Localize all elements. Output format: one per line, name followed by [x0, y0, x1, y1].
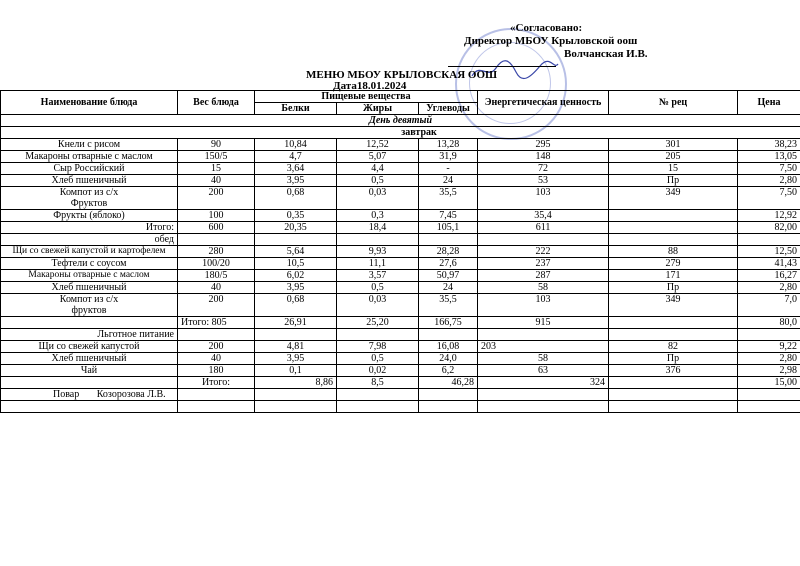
benefit-label-row	[1, 329, 800, 341]
dish-name: Чай	[1, 365, 178, 377]
energy: 72	[478, 163, 609, 175]
energy: 295	[478, 139, 609, 151]
total-price: 82,00	[738, 222, 800, 234]
carbs: 27,6	[419, 258, 478, 270]
price: 2,98	[738, 365, 800, 377]
lunch-label: обед	[1, 234, 178, 246]
fats: 9,93	[337, 246, 419, 258]
price: 7,50	[738, 163, 800, 175]
fats: 0,03	[337, 187, 419, 210]
total-label: Итого: 805	[178, 317, 255, 329]
header-energy: Энергетическая ценность	[478, 91, 609, 115]
energy: 103	[478, 187, 609, 210]
proteins: 10,5	[255, 258, 337, 270]
table-row	[1, 139, 800, 151]
header-proteins: Белки	[255, 103, 337, 115]
cook-cell	[1, 389, 178, 401]
breakfast-total-row	[1, 222, 800, 234]
proteins: 0,1	[255, 365, 337, 377]
recipe-no: 15	[609, 163, 738, 175]
price: 41,43	[738, 258, 800, 270]
carbs: 50,97	[419, 270, 478, 282]
day-row	[1, 115, 800, 127]
recipe-no: 82	[609, 341, 738, 353]
total-price: 15,00	[738, 377, 800, 389]
weight: 200	[178, 294, 255, 317]
carbs: 6,2	[419, 365, 478, 377]
total-energy: 611	[478, 222, 609, 234]
total-weight: 600	[178, 222, 255, 234]
cook-name: Козорозова Л.В.	[96, 389, 166, 400]
dish-name: Тефтели с соусом	[1, 258, 178, 270]
recipe-no: 88	[609, 246, 738, 258]
energy: 53	[478, 175, 609, 187]
total-fats: 18,4	[337, 222, 419, 234]
dish-name	[1, 187, 178, 210]
benefit-total-row	[1, 377, 800, 389]
total-proteins: 26,91	[255, 317, 337, 329]
energy: 63	[478, 365, 609, 377]
cook-row	[1, 389, 800, 401]
table-row	[1, 341, 800, 353]
dish-name: Кнели с рисом	[1, 139, 178, 151]
recipe-no: 205	[609, 151, 738, 163]
fats: 0,5	[337, 175, 419, 187]
price: 12,50	[738, 246, 800, 258]
table-row	[1, 282, 800, 294]
proteins: 3,95	[255, 353, 337, 365]
total-fats: 8,5	[337, 377, 419, 389]
header-price: Цена	[738, 91, 800, 115]
weight: 150/5	[178, 151, 255, 163]
fats: 0,3	[337, 210, 419, 222]
approval-line1: «Согласовано:	[510, 22, 583, 34]
carbs: 35,5	[419, 187, 478, 210]
dish-name: Хлеб пшеничный	[1, 175, 178, 187]
energy: 58	[478, 353, 609, 365]
table-row	[1, 210, 800, 222]
proteins: 3,95	[255, 175, 337, 187]
recipe-no: 171	[609, 270, 738, 282]
day-label: День девятый	[1, 115, 800, 127]
weight: 200	[178, 341, 255, 353]
dish-name	[1, 294, 178, 317]
price: 13,05	[738, 151, 800, 163]
fats: 0,5	[337, 282, 419, 294]
fats: 12,52	[337, 139, 419, 151]
proteins: 5,64	[255, 246, 337, 258]
table-row	[1, 175, 800, 187]
recipe-no	[609, 210, 738, 222]
dish-name: Хлеб пшеничный	[1, 282, 178, 294]
approval-block	[438, 22, 708, 61]
dish-name: Сыр Российский	[1, 163, 178, 175]
energy: 237	[478, 258, 609, 270]
total-recipe	[609, 222, 738, 234]
energy: 103	[478, 294, 609, 317]
empty-row	[1, 401, 800, 413]
dish-name-line2: Фруктов	[70, 198, 108, 209]
document-date: Дата18.01.2024	[333, 80, 407, 92]
price: 7,0	[738, 294, 800, 317]
carbs: 7,45	[419, 210, 478, 222]
carbs: 24	[419, 175, 478, 187]
fats: 3,57	[337, 270, 419, 282]
header-dish: Наименование блюда	[1, 91, 178, 115]
weight: 90	[178, 139, 255, 151]
lunch-total-row	[1, 317, 800, 329]
proteins: 0,35	[255, 210, 337, 222]
recipe-no: 376	[609, 365, 738, 377]
table-row	[1, 151, 800, 163]
dish-name: Хлеб пшеничный	[1, 353, 178, 365]
fats: 11,1	[337, 258, 419, 270]
table-row	[1, 163, 800, 175]
price: 2,80	[738, 282, 800, 294]
recipe-no: Пр	[609, 353, 738, 365]
total-energy: 915	[478, 317, 609, 329]
carbs: 35,5	[419, 294, 478, 317]
dish-name-line1: Компот из с/х	[59, 294, 119, 305]
total-label: Итого:	[1, 222, 178, 234]
fats: 0,02	[337, 365, 419, 377]
dish-name-line2: фруктов	[71, 305, 107, 316]
price: 7,50	[738, 187, 800, 210]
table-row	[1, 270, 800, 282]
energy: 58	[478, 282, 609, 294]
weight: 40	[178, 282, 255, 294]
weight: 100	[178, 210, 255, 222]
cook-role: Повар	[53, 389, 80, 400]
carbs: 31,9	[419, 151, 478, 163]
breakfast-label: завтрак	[1, 127, 800, 139]
document-title: МЕНЮ МБОУ КРЫЛОВСКАЯ ООШ	[306, 69, 498, 81]
approval-line2: Директор МБОУ Крыловской оош	[464, 35, 638, 47]
signature-line	[448, 66, 556, 67]
energy: 148	[478, 151, 609, 163]
energy: 287	[478, 270, 609, 282]
fats: 7,98	[337, 341, 419, 353]
total-energy: 324	[478, 377, 609, 389]
header-carbs: Углеводы	[419, 103, 478, 115]
carbs: -	[419, 163, 478, 175]
dish-name-line1: Компот из с/х	[59, 187, 119, 198]
price: 2,80	[738, 353, 800, 365]
energy: 222	[478, 246, 609, 258]
proteins: 10,84	[255, 139, 337, 151]
price: 9,22	[738, 341, 800, 353]
proteins: 3,64	[255, 163, 337, 175]
proteins: 4,81	[255, 341, 337, 353]
carbs: 24	[419, 282, 478, 294]
carbs: 24,0	[419, 353, 478, 365]
dish-name: Макароны отварные с маслом	[1, 270, 178, 282]
recipe-no: 279	[609, 258, 738, 270]
header-recipe: № рец	[609, 91, 738, 115]
dish-name: Макароны отварные с маслом	[1, 151, 178, 163]
recipe-no: 301	[609, 139, 738, 151]
proteins: 0,68	[255, 294, 337, 317]
weight: 40	[178, 175, 255, 187]
table-row	[1, 365, 800, 377]
total-carbs: 166,75	[419, 317, 478, 329]
approval-line3: Волчанская И.В.	[564, 48, 648, 60]
proteins: 3,95	[255, 282, 337, 294]
table-row	[1, 258, 800, 270]
header-fats: Жиры	[337, 103, 419, 115]
weight: 15	[178, 163, 255, 175]
weight: 100/20	[178, 258, 255, 270]
table-row	[1, 187, 800, 210]
total-fats: 25,20	[337, 317, 419, 329]
price: 12,92	[738, 210, 800, 222]
total-proteins: 8,86	[255, 377, 337, 389]
header-row-1	[1, 91, 800, 103]
dish-name: Фрукты (яблоко)	[1, 210, 178, 222]
table-row	[1, 353, 800, 365]
fats: 0,03	[337, 294, 419, 317]
carbs: 28,28	[419, 246, 478, 258]
header-nutrients: Пищевые вещества	[255, 91, 478, 103]
table-row	[1, 294, 800, 317]
recipe-no: Пр	[609, 175, 738, 187]
total-price: 80,0	[738, 317, 800, 329]
weight: 40	[178, 353, 255, 365]
fats: 0,5	[337, 353, 419, 365]
breakfast-label-row	[1, 127, 800, 139]
fats: 4,4	[337, 163, 419, 175]
price: 2,80	[738, 175, 800, 187]
menu-table	[0, 90, 800, 413]
weight: 180/5	[178, 270, 255, 282]
benefit-label: Льготное питание	[1, 329, 178, 341]
energy: 35,4	[478, 210, 609, 222]
dish-name: Щи со свежей капустой и картофелем	[1, 246, 178, 258]
price: 38,23	[738, 139, 800, 151]
total-label: Итого:	[178, 377, 255, 389]
proteins: 4,7	[255, 151, 337, 163]
total-carbs: 105,1	[419, 222, 478, 234]
weight: 280	[178, 246, 255, 258]
dish-name: Щи со свежей капустой	[1, 341, 178, 353]
total-proteins: 20,35	[255, 222, 337, 234]
total-carbs: 46,28	[419, 377, 478, 389]
recipe-no: 349	[609, 187, 738, 210]
weight: 200	[178, 187, 255, 210]
lunch-label-row	[1, 234, 800, 246]
weight: 180	[178, 365, 255, 377]
recipe-no: Пр	[609, 282, 738, 294]
total-recipe	[609, 317, 738, 329]
carbs: 13,28	[419, 139, 478, 151]
recipe-no: 349	[609, 294, 738, 317]
table-row	[1, 246, 800, 258]
carbs: 16,08	[419, 341, 478, 353]
proteins: 0,68	[255, 187, 337, 210]
fats: 5,07	[337, 151, 419, 163]
header-weight: Вес блюда	[178, 91, 255, 115]
energy: 203	[478, 341, 609, 353]
price: 16,27	[738, 270, 800, 282]
proteins: 6,02	[255, 270, 337, 282]
